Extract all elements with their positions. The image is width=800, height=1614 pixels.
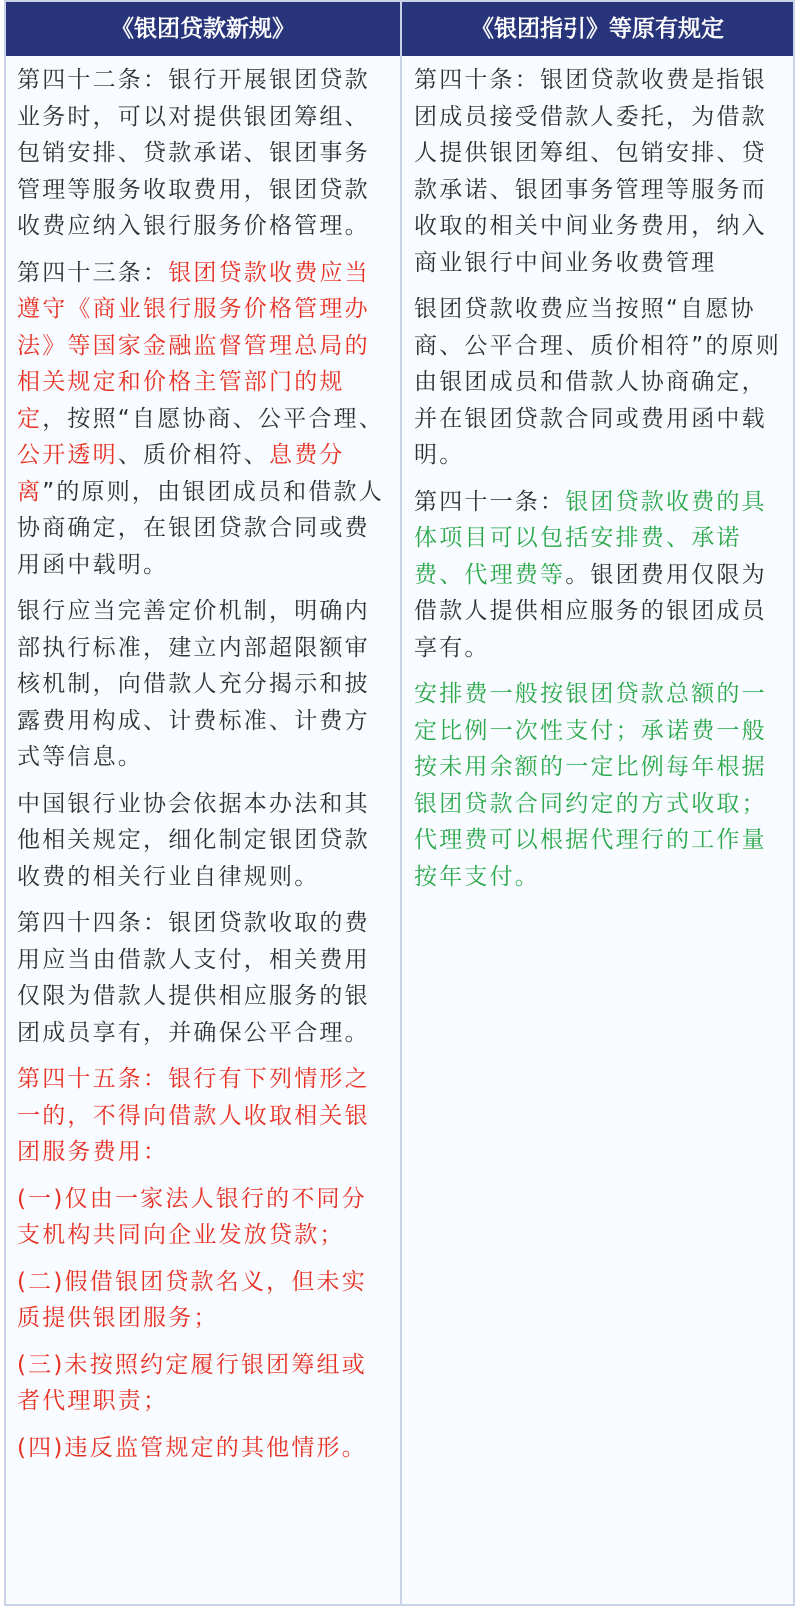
article-43 bbox=[17, 255, 392, 584]
article-41 bbox=[414, 484, 785, 667]
article-41-text: 。银团费用仅限为借款人提供相应服务的银团成员享有。 bbox=[414, 561, 767, 661]
article-43-highlight: 银团贷款收费应当遵守《商业银行服务价格管理办法》等国家金融监督管理总局的相关规定和价格主管部门的规定 bbox=[17, 259, 370, 432]
article-40: 第四十条：银团贷款收费是指银团成员接受借款人委托，为借款人提供银团筹组、包销安排、贷款承诺、银团事务管理等服务而收取的相关中间业务费用，纳入商业银行中间业务收费管理 bbox=[414, 67, 767, 276]
article-45: 第四十五条：银行有下列情形之一的，不得向借款人收取相关银团服务费用： bbox=[17, 1066, 370, 1165]
fee-principle-paragraph: 银团贷款收费应当按照“自愿协商、公平合理、质价相符”的原则由银团成员和借款人协商确定，并在银团贷款合同或费用函中载明。 bbox=[414, 296, 781, 468]
article-45-item-2: (二)假借银团贷款名义，但未实质提供银团服务； bbox=[17, 1268, 367, 1331]
header-old-rules: 《银团指引》等原有规定 bbox=[471, 16, 724, 42]
article-41-highlight: 银团贷款收费的具体项目可以包括安排费、承诺费、代理费等 bbox=[414, 488, 767, 588]
association-rules-paragraph: 中国银行业协会依据本办法和其他相关规定，细化制定银团贷款收费的相关行业自律规则。 bbox=[17, 790, 370, 890]
article-45-item-4: (四)违反监管规定的其他情形。 bbox=[17, 1434, 367, 1461]
article-43-label: 第四十三条： bbox=[17, 259, 169, 286]
table-header bbox=[6, 2, 793, 56]
article-42: 第四十二条：银行开展银团贷款业务时，可以对提供银团筹组、包销安排、贷款承诺、银团事务管理等服务收取费用，银团贷款收费应纳入银行服务价格管理。 bbox=[17, 67, 370, 239]
article-43-text: ，按照“自愿协商、公平合理、 bbox=[42, 405, 384, 432]
article-43-text-2: 、质价相符、 bbox=[117, 442, 270, 468]
pricing-mechanism-paragraph: 银行应当完善定价机制，明确内部执行标准，建立内部超限额审核机制，向借款人充分揭示和披露费用构成、计费标准、计费方式等信息。 bbox=[17, 598, 370, 770]
article-43-text-3: ”的原则，由银团成员和借款人协商确定，在银团贷款合同或费用函中载明。 bbox=[17, 478, 384, 578]
header-new-rules: 《银团贷款新规》 bbox=[6, 2, 402, 56]
column-new-rules bbox=[6, 56, 402, 1604]
article-45-item-3: (三)未按照约定履行银团筹组或者代理职责； bbox=[17, 1351, 367, 1414]
fee-payment-paragraph: 安排费一般按银团贷款总额的一定比例一次性支付；承诺费一般按未用余额的一定比例每年根据银团贷款合同约定的方式收取；代理费可以根据代理行的工作量按年支付。 bbox=[414, 681, 767, 890]
article-43-transparency: 公开透明 bbox=[17, 442, 118, 468]
comparison-table bbox=[4, 0, 795, 1606]
article-45-item-1: (一)仅由一家法人银行的不同分支机构共同向企业发放贷款； bbox=[17, 1185, 367, 1248]
article-41-label: 第四十一条： bbox=[414, 488, 566, 515]
article-44: 第四十四条：银团贷款收取的费用应当由借款人支付，相关费用仅限为借款人提供相应服务的银团成员享有，并确保公平合理。 bbox=[17, 910, 370, 1046]
article-43-fee-separation: 息费分离 bbox=[17, 442, 345, 505]
column-old-rules bbox=[402, 56, 793, 1604]
